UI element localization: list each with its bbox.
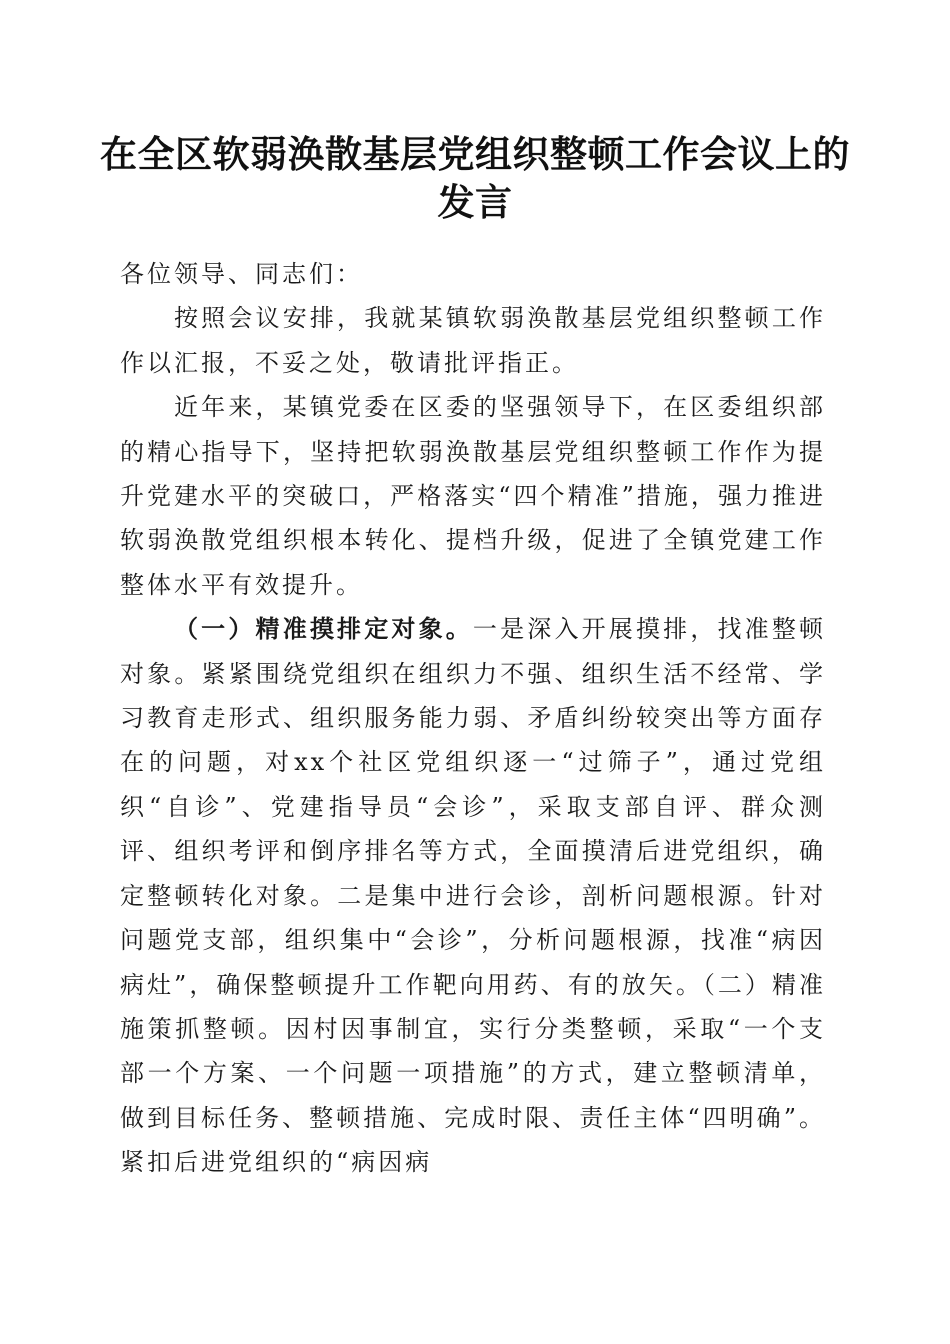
salutation: 各位领导、同志们： (120, 260, 363, 288)
paragraph-intro: 按照会议安排，我就某镇软弱涣散基层党组织整顿工作作以汇报，不妥之处，敬请批评指正。 (120, 304, 826, 377)
paragraph-overview: 近年来，某镇党委在区委的坚强领导下，在区委组织部的精心指导下，坚持把软弱涣散基层党组织整顿工作作为提升党建水平的突破口，严格落实“四个精准”措施，强力推进软弱涣散党组织根本转化、提档升级，促进了全镇党建工作整体水平有效提升。 (120, 393, 826, 599)
section-1-heading: （一）精准摸排定对象。 (174, 614, 473, 644)
section-1-text: 一是深入开展摸排，找准整顿对象。紧紧围绕党组织在组织力不强、组织生活不经常、学习教育走形式、组织服务能力弱、矛盾纠纷较突出等方面存在的问题，对xx个社区党组织逐一“过筛子”，通过党组织“自诊”、党建指导员“会诊”，采取支部自评、群众测评、组织考评和倒序排名等方式，全面摸清后进党组织，确定整顿转化对象。二是集中进行会诊，剖析问题根源。针对问题党支部，组织集中“会诊”，分析问题根源，找准“病因病灶”，确保整顿提升工作靶向用药、有的放矢。（二）精准施策抓整顿。因村因事制宜，实行分类整顿，采取“一个支部一个方案、一个问题一项措施”的方式，建立整顿清单，做到目标任务、整顿措施、完成时限、责任主体“四明确”。紧扣后进党组织的“病因病 (120, 615, 827, 1177)
document-title: 在全区软弱涣散基层党组织整顿工作会议上的发言 (100, 132, 850, 224)
paragraph-section-1 (120, 607, 826, 1184)
document-body (120, 252, 826, 1185)
